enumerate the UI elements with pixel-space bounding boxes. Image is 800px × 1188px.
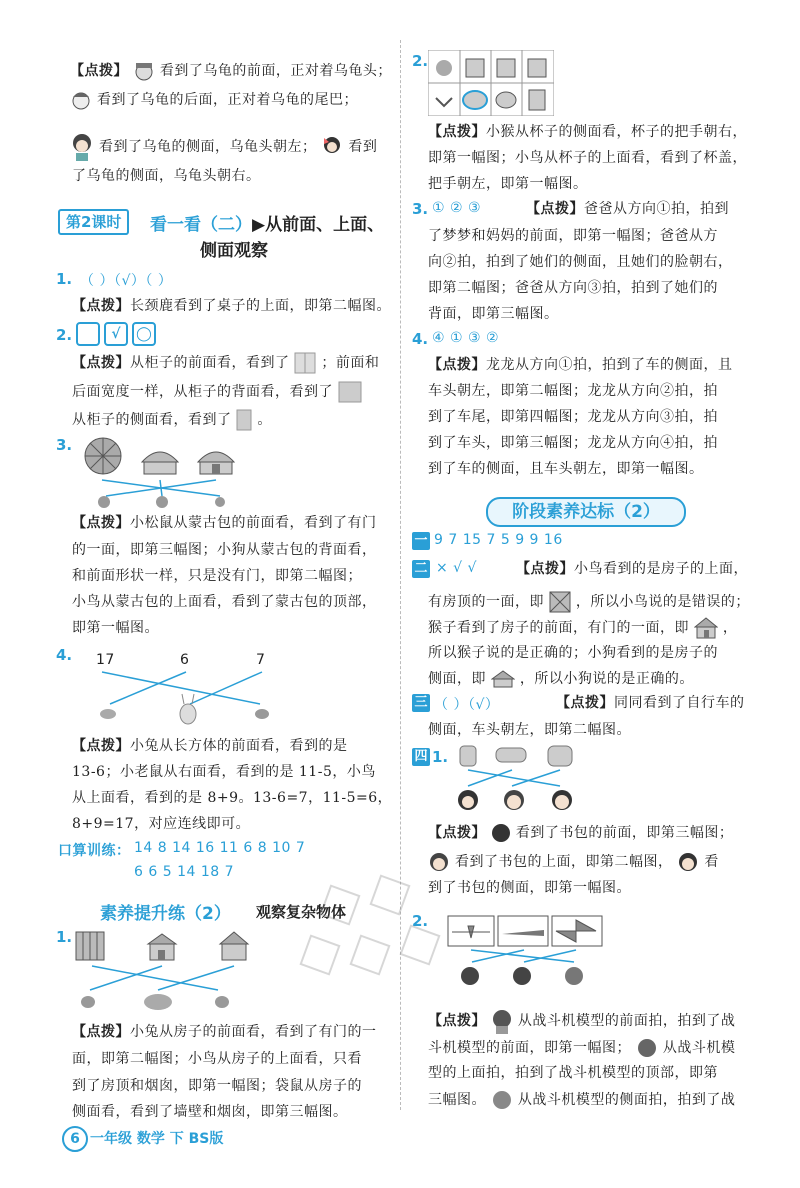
- tip-line: [428, 851, 719, 873]
- tip-line: 小鸟从蒙古包的上面看，看到了蒙古包的顶部，: [72, 594, 377, 610]
- lesson-badge: 第2课时: [58, 209, 129, 235]
- tip-line: [428, 617, 737, 639]
- tip-line: [428, 355, 733, 375]
- answer-box: ◯: [132, 322, 156, 346]
- answer: （ ）（√）（ ）: [80, 273, 173, 289]
- number-label: 6: [180, 652, 190, 668]
- tip-text: 猴子看到了房子的前面，有门的一面，即: [428, 620, 689, 636]
- tip-text: 长颈鹿看到了桌子的上面，即第二幅图。: [130, 298, 391, 314]
- tip-text: ，: [722, 620, 738, 636]
- tip-line: [428, 1089, 735, 1111]
- rabbit-icon: [215, 996, 229, 1008]
- tip-line: 所以猴子说的是正确的；小狗看到的是房子的: [428, 645, 718, 661]
- tip-label: 【点拨】: [72, 515, 130, 531]
- mouse-icon: [100, 709, 116, 719]
- tip-line: 背面，即第三幅图。: [428, 306, 559, 322]
- question-number: 4.: [412, 330, 429, 348]
- child-photographer-icon: [636, 1037, 658, 1059]
- jet-top-view-icon: [552, 916, 602, 946]
- schoolbag-top-icon: [496, 748, 526, 762]
- tip-label: 【点拨】: [526, 201, 584, 217]
- tip-text: 了乌龟的侧面，乌龟头朝右。: [72, 168, 261, 184]
- house-matching-figure: [72, 930, 272, 1020]
- answer: × √ √: [436, 560, 477, 576]
- child-icon: [513, 967, 531, 985]
- answer: ① ② ③: [432, 200, 482, 216]
- tip-line: 和前面形状一样，只是没有门，即第二幅图；: [72, 568, 362, 584]
- tip-text: 从战斗机模型的前面拍，拍到了战: [517, 1013, 736, 1029]
- tip-label: 【点拨】: [72, 738, 130, 754]
- question-number: 3.: [56, 436, 73, 454]
- tip-text: 看到: [348, 139, 378, 155]
- tip-line: 侧面，车头朝左，即第二幅图。: [428, 722, 631, 738]
- tip-text: 从战斗机模型的侧面拍，拍到了战: [517, 1092, 736, 1108]
- tip-line: [428, 1008, 735, 1034]
- monkey-icon: [436, 60, 452, 76]
- boy-face-icon: [70, 89, 92, 111]
- girl-icon: [321, 134, 343, 160]
- answer-boxes: [76, 322, 160, 346]
- footer-text: 一年级 数学 下 BS版: [90, 1131, 224, 1147]
- tip-line: 侧面看，看到了墙壁和烟囱，即第三幅图。: [72, 1104, 348, 1120]
- tip-line: 到了书包的侧面，即第一幅图。: [428, 880, 631, 896]
- tip-line: [516, 559, 748, 579]
- boy-icon: [504, 790, 524, 810]
- question-number: 1.: [56, 270, 73, 288]
- tip-text: 爸爸从方向①拍，拍到: [584, 201, 729, 217]
- tip-text: 看到了乌龟的侧面，乌龟头朝左；: [98, 139, 317, 155]
- girl-icon: [677, 851, 699, 873]
- girl-back-icon: [491, 822, 511, 844]
- lesson-subtitle-2: 侧面观察: [200, 241, 268, 261]
- tip-line: [70, 89, 358, 111]
- bird-icon: [81, 996, 95, 1008]
- girl-ponytail-icon: [458, 790, 478, 810]
- oral-practice-answers: 6 6 5 14 18 7: [134, 864, 235, 880]
- kangaroo-icon: [144, 994, 172, 1010]
- tip-line: 型的上面拍，拍到了战斗机模型的顶部，即第: [428, 1065, 718, 1081]
- schoolbag-front-icon: [548, 746, 572, 766]
- roof-top-view-icon: [549, 591, 571, 613]
- bird-icon: [436, 98, 452, 106]
- tip-label: 【点拨】: [516, 561, 574, 577]
- tip-line: [72, 736, 348, 756]
- tip-text: 从战斗机模: [662, 1040, 736, 1056]
- stage-banner: 阶段素养达标（2）: [486, 497, 686, 527]
- answer: ④ ① ③ ②: [432, 330, 500, 346]
- tip-line: 到了车的侧面，且车头朝左，即第一幅图。: [428, 461, 704, 477]
- tip-line: [72, 409, 272, 431]
- rabbit-icon: [180, 694, 196, 724]
- tip-line: 从上面看，看到的是 8+9。13-6=7，11-5=6，: [72, 790, 393, 806]
- cabinet-front-icon: [294, 352, 316, 374]
- tip-text: 看: [704, 854, 719, 870]
- watermark-stamp: [285, 870, 455, 1000]
- schoolbag-side-icon: [460, 746, 476, 766]
- tip-label: 【点拨】: [428, 357, 486, 373]
- yurt-front-view-icon: [198, 452, 234, 474]
- tip-line: [72, 296, 391, 316]
- cabinet-back-icon: [338, 381, 362, 403]
- cup-grid-figure: [428, 50, 554, 116]
- jet-side-view-icon: [498, 916, 548, 946]
- tip-text: 侧面，即: [428, 671, 486, 687]
- tip-text: 小松鼠从蒙古包的前面看，看到了有门: [130, 515, 377, 531]
- tip-text: 三幅图。: [428, 1092, 486, 1108]
- cup-icon: [466, 59, 546, 77]
- bird-icon: [215, 497, 225, 507]
- oral-practice-label: 口算训练：: [58, 843, 131, 859]
- section-title: 素养提升练（2）: [100, 904, 231, 924]
- house-side-icon: [491, 670, 515, 688]
- tip-label: 【点拨】: [556, 695, 614, 711]
- tip-line: 向②拍，拍到了她们的侧面，且她们的脸朝右，: [428, 254, 733, 270]
- tip-text: 后面宽度一样，从柜子的背面看，看到了: [72, 384, 333, 400]
- answer: 9 7 15 7 5 9 9 16: [434, 532, 563, 548]
- tip-label: 【点拨】: [428, 124, 486, 140]
- tip-text: 看到了书包的上面，即第二幅图，: [454, 854, 673, 870]
- tip-line: [70, 133, 377, 161]
- tip-line: [428, 122, 747, 142]
- tip-line: [72, 513, 377, 533]
- section-subtitle: 观察复杂物体: [256, 903, 347, 921]
- tip-line: [428, 669, 694, 689]
- tip-line: 把手朝左，即第一幅图。: [428, 176, 588, 192]
- tip-line: [72, 1022, 377, 1042]
- answer: （ ）（√）: [434, 697, 500, 713]
- tip-label: 【点拨】: [428, 825, 486, 841]
- house-front-view-icon: [148, 934, 176, 960]
- child-photographer-icon: [491, 1008, 513, 1034]
- answer-box: √: [104, 322, 128, 346]
- oral-practice-answers: 14 8 14 16 11 6 8 10 7: [134, 840, 306, 856]
- tip-text: 斗机模型的前面，即第一幅图；: [428, 1040, 631, 1056]
- dog-icon: [98, 496, 110, 508]
- tip-text: ，所以小狗说的是正确的。: [519, 671, 694, 687]
- tip-text: 从柜子的前面看，看到了: [130, 355, 290, 371]
- tip-text: 小兔从房子的前面看，看到了有门的一: [130, 1024, 377, 1040]
- tip-label: 【点拨】: [428, 1013, 486, 1029]
- tip-text: 从柜子的侧面看，看到了: [72, 412, 232, 428]
- tip-text: ；前面和: [321, 355, 380, 371]
- tip-text: 龙龙从方向①拍，拍到了车的侧面，且: [486, 357, 733, 373]
- number-label: 7: [256, 652, 266, 668]
- yurt-back-view-icon: [142, 452, 178, 474]
- fighter-jet-matching-figure: [446, 914, 606, 990]
- tip-line: 即第一幅图；小鸟从杯子的上面看，看到了杯盖，: [428, 150, 747, 166]
- tip-line: 8+9=17，对应连线即可。: [72, 816, 251, 832]
- tip-line: 的一面，即第三幅图；小狗从蒙古包的背面看，: [72, 542, 377, 558]
- child-icon: [565, 967, 583, 985]
- house-top-view-icon: [76, 932, 104, 960]
- tip-line: 面，即第二幅图；小鸟从房子的上面看，只看: [72, 1051, 362, 1067]
- question-number: 1.: [56, 928, 73, 946]
- girl-icon: [552, 790, 572, 810]
- tip-line: [70, 60, 392, 82]
- tip-line: [428, 1037, 735, 1059]
- tip-line: 即第一幅图。: [72, 620, 159, 636]
- question-number: 2.: [56, 326, 73, 344]
- tip-line: 了梦梦和妈妈的前面，即第一幅图；爸爸从方: [428, 228, 718, 244]
- section-badge: 二: [412, 560, 430, 578]
- tip-line: 到了车头，即第三幅图；龙龙从方向④拍，拍: [428, 435, 718, 451]
- tip-line: [72, 352, 379, 374]
- tip-text: 小猴从杯子的侧面看，杯子的把手朝右，: [486, 124, 747, 140]
- tip-label: 【点拨】: [72, 355, 130, 371]
- tip-text: 。: [257, 412, 272, 428]
- section-badge: 一: [412, 532, 430, 550]
- house-front-icon: [694, 617, 718, 639]
- child-photographer-icon: [491, 1089, 513, 1111]
- tip-line: 即第二幅图；爸爸从方向③拍，拍到了她们的: [428, 280, 718, 296]
- curly-boy-icon: [70, 133, 94, 161]
- tip-text: 小兔从长方体的前面看，看到的是: [130, 738, 348, 754]
- question-number: 4.: [56, 646, 73, 664]
- schoolbag-matching-figure: [452, 742, 582, 820]
- squirrel-icon: [156, 496, 168, 508]
- tip-text: 看到了书包的前面，即第三幅图；: [515, 825, 734, 841]
- number-label: 17: [96, 652, 115, 668]
- lesson-subtitle: ▶从前面、上面、: [252, 215, 385, 235]
- yurt-matching-figure: [80, 436, 250, 514]
- cup-lid-icon: [463, 90, 545, 110]
- boy-cap-face-icon: [133, 60, 155, 82]
- tip-text: 看到了乌龟的前面，正对着乌龟头；: [159, 63, 392, 79]
- tip-text: 有房顶的一面，即: [428, 594, 544, 610]
- tip-line: [72, 166, 261, 186]
- tip-line: [72, 381, 362, 403]
- question-number: 3.: [412, 200, 429, 218]
- bird-icon: [255, 709, 269, 719]
- tip-line: [428, 822, 733, 844]
- tip-line: 车头朝左，即第二幅图；龙龙从方向②拍，拍: [428, 383, 718, 399]
- lesson-title: 看一看（二）: [150, 215, 252, 235]
- cabinet-side-icon: [236, 409, 252, 431]
- page-number: 6: [62, 1126, 88, 1152]
- section-badge: 四: [412, 748, 430, 766]
- tip-line: 到了车尾，即第四幅图；龙龙从方向③拍，拍: [428, 409, 718, 425]
- matching-lines-figure: [90, 670, 280, 726]
- tip-text: ，所以小鸟说的是错误的；: [575, 594, 750, 610]
- tip-line: 到了房顶和烟囱，即第一幅图；袋鼠从房子的: [72, 1078, 362, 1094]
- tip-line: [526, 199, 729, 219]
- tip-text: 同同看到了自行车的: [614, 695, 745, 711]
- answer-box: [76, 322, 100, 346]
- child-icon: [461, 967, 479, 985]
- tip-line: [428, 591, 750, 613]
- question-number: 1.: [432, 748, 449, 766]
- tip-text: 小鸟看到的是房子的上面，: [574, 561, 748, 577]
- tip-text: 看到了乌龟的后面，正对着乌龟的尾巴；: [96, 92, 358, 108]
- question-number: 2.: [412, 912, 429, 930]
- tip-label: 【点拨】: [72, 1024, 130, 1040]
- section-badge: 三: [412, 694, 430, 712]
- tip-line: 13-6；小老鼠从右面看，看到的是 11-5，小鸟: [72, 764, 376, 780]
- tip-line: [556, 693, 745, 713]
- tip-label: 【点拨】: [72, 298, 130, 314]
- house-side-view-icon: [220, 932, 248, 960]
- tip-label: 【点拨】: [70, 63, 128, 79]
- yurt-top-view-icon: [85, 438, 121, 474]
- question-number: 2.: [412, 52, 429, 70]
